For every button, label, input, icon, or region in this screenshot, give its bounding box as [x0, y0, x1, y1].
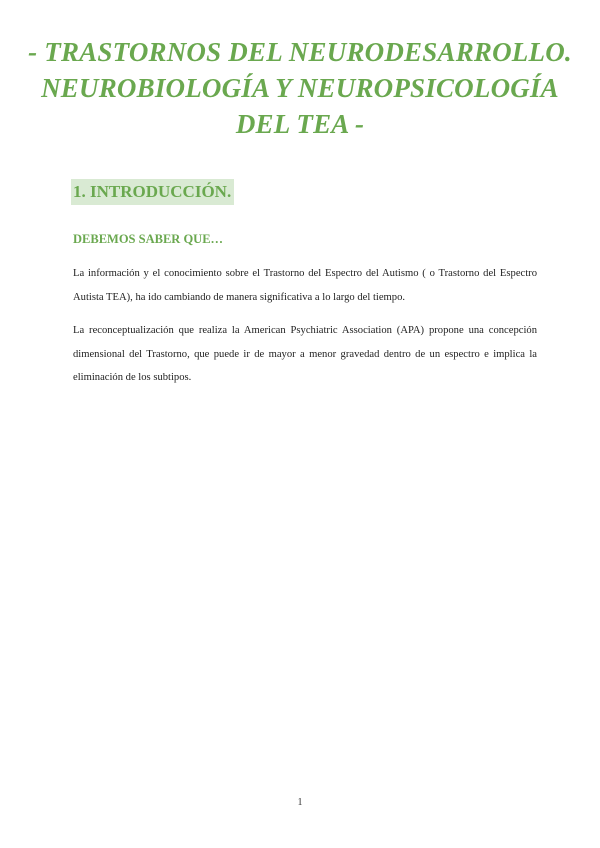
title-line-2: NEUROBIOLOGÍA Y NEUROPSICOLOGÍA	[41, 73, 559, 103]
title-line-3: DEL TEA -	[235, 109, 365, 139]
page-number: 1	[297, 797, 303, 808]
paragraph-2: La reconceptualización que realiza la American Psychiatric Association (APA) propone una concepción dimensional del Trastorno, que puede ir de mayor a menor gravedad dentro de un espectro e implica la eliminación de los subtipos.	[73, 325, 537, 383]
paragraph-1: La información y el conocimiento sobre el Trastorno del Espectro del Autismo ( o Trastorno del Espectro Autista TEA), ha ido cambiando de manera significativa a lo largo del tiempo.	[73, 268, 537, 303]
title-line-1: - TRASTORNOS DEL NEURODESARROLLO.	[28, 37, 572, 67]
document-title	[20, 34, 580, 142]
section-heading-introduccion: 1. INTRODUCCIÓN.	[71, 179, 234, 205]
sub-heading-debemos-saber: DEBEMOS SABER QUE…	[73, 232, 224, 246]
